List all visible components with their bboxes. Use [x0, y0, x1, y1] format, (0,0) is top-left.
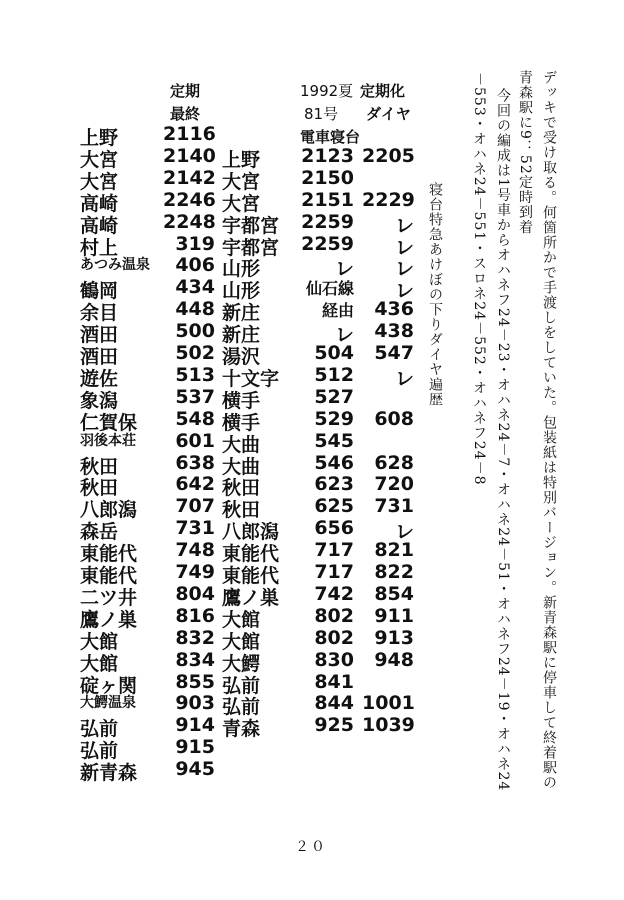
time-teikika: 731 [374, 495, 414, 518]
time-teikika: レ [394, 214, 414, 237]
time-saishu: 914 [175, 714, 215, 737]
station-daiya: 秋田 [222, 477, 261, 500]
time-saishu: 500 [175, 320, 215, 343]
time-saishu: 731 [175, 517, 215, 540]
time-saishu: 2142 [163, 166, 216, 189]
table-row [0, 276, 440, 303]
station-departure: 東能代 [80, 543, 138, 566]
header-teiki: 定期 [170, 82, 201, 100]
time-daiya: 504 [314, 342, 354, 364]
station-daiya: 大館 [222, 630, 261, 653]
time-daiya: 802 [314, 626, 354, 649]
station-departure: 秋田 [80, 455, 119, 478]
table-row [0, 495, 440, 522]
time-saishu: 2246 [163, 188, 216, 211]
time-saishu: 834 [175, 648, 215, 671]
station-departure: 鷹ノ巣 [80, 608, 138, 631]
time-daiya: 925 [314, 714, 354, 737]
station-departure: 大館 [80, 630, 119, 653]
time-saishu: 707 [175, 495, 215, 518]
time-daiya: 経由 [321, 301, 354, 321]
station-daiya: 山形 [222, 280, 261, 303]
time-saishu: 537 [175, 385, 215, 408]
time-daiya: 623 [314, 473, 354, 496]
time-teikika: レ [394, 236, 414, 259]
station-daiya: 八郎潟 [222, 521, 280, 544]
time-daiya: レ [334, 258, 354, 281]
time-daiya: 512 [314, 363, 354, 386]
time-daiya: 802 [314, 604, 354, 627]
time-daiya: 656 [314, 517, 354, 540]
station-daiya: 弘前 [222, 674, 261, 697]
table-row [0, 429, 440, 456]
station-departure: 二ツ井 [80, 586, 138, 609]
table-row [0, 232, 440, 259]
station-departure: 大宮 [80, 170, 119, 193]
time-daiya: レ [334, 324, 354, 347]
time-teikika: 911 [374, 604, 414, 627]
table-row [0, 736, 440, 763]
station-daiya: 東能代 [222, 543, 280, 566]
time-teikika: 822 [374, 561, 414, 583]
time-teikika: レ [394, 280, 414, 303]
time-teikika: 1039 [362, 714, 415, 737]
station-departure: 村上 [80, 236, 119, 259]
table-row [0, 123, 440, 149]
vertical-text-col2: 青森駅に9：52定時到着 [517, 70, 533, 235]
time-daiya: 830 [314, 648, 354, 671]
time-saishu: 2140 [163, 144, 216, 167]
table-row [0, 363, 440, 390]
station-daiya: 大曲 [222, 433, 261, 456]
time-saishu: 601 [175, 429, 215, 452]
station-departure: 碇ヶ関 [80, 674, 138, 697]
station-daiya: 大館 [222, 608, 261, 631]
time-teikika: 720 [374, 473, 414, 496]
time-daiya: 2259 [301, 210, 354, 233]
time-teikika: 628 [374, 451, 414, 474]
time-teikika: 821 [374, 539, 414, 562]
station-departure: 高崎 [80, 214, 119, 237]
time-saishu: 548 [175, 407, 215, 430]
time-teikika: 948 [374, 648, 414, 671]
station-daiya: 大宮 [222, 170, 261, 193]
header-saishu: 最終 [170, 105, 201, 123]
station-daiya: 青森 [222, 718, 261, 741]
time-teikika: 2229 [362, 188, 415, 211]
table-row [0, 188, 440, 215]
time-daiya: 527 [314, 385, 354, 408]
station-departure: 大鰐温泉 [80, 695, 136, 712]
station-daiya: 秋田 [222, 499, 261, 522]
station-departure: 大宮 [80, 148, 119, 171]
time-daiya: 717 [314, 539, 354, 562]
station-departure: 東能代 [80, 565, 138, 587]
time-saishu: 319 [175, 232, 215, 255]
station-departure: 秋田 [80, 477, 119, 500]
time-saishu: 434 [175, 276, 215, 299]
table-row [0, 561, 440, 587]
time-saishu: 513 [175, 363, 215, 386]
station-daiya: 十文字 [222, 367, 280, 390]
time-teikika: レ [394, 521, 414, 544]
station-departure: 高崎 [80, 192, 119, 215]
station-daiya: 大鰐 [222, 652, 261, 675]
header-gou: 81号 [304, 105, 339, 123]
time-teikika: 438 [374, 320, 414, 343]
station-daiya: 大宮 [222, 192, 261, 215]
station-departure: 新青森 [80, 762, 138, 785]
time-saishu: 804 [175, 582, 215, 605]
station-departure: 遊佐 [80, 367, 119, 390]
table-row [0, 342, 440, 368]
time-daiya: 844 [314, 692, 354, 715]
table-row [0, 451, 440, 478]
time-daiya: 625 [314, 495, 354, 518]
time-saishu: 832 [175, 626, 215, 649]
station-departure: 上野 [80, 127, 119, 149]
time-daiya: 546 [314, 451, 354, 474]
time-daiya: 2123 [301, 144, 354, 167]
vertical-text-col4: －553・オハネ24－551・スロネ24－552・オハネフ24－8 [471, 72, 487, 486]
table-row [0, 385, 440, 412]
time-saishu: 749 [175, 561, 215, 583]
station-departure: 大館 [80, 652, 119, 675]
station-daiya: 湯沢 [222, 346, 261, 368]
station-daiya: 弘前 [222, 696, 261, 719]
station-departure: 鶴岡 [80, 280, 119, 303]
table-row [0, 473, 440, 500]
vertical-text-col1: デッキで受け取る。何箇所かで手渡しをしていた。包装紙は特別バージョン。新青森駅に停車して終着駅の [541, 70, 557, 790]
header-densha: 電車寝台 [300, 128, 361, 146]
station-departure: 弘前 [80, 740, 119, 763]
table-row [0, 166, 440, 193]
table-row [0, 320, 440, 347]
station-departure: 余目 [80, 302, 119, 325]
station-departure: 酒田 [80, 346, 119, 368]
time-saishu: 748 [175, 539, 215, 562]
time-teikika: 2205 [362, 144, 415, 167]
time-daiya: 841 [314, 670, 354, 693]
station-daiya: 上野 [222, 148, 261, 171]
time-daiya: 2151 [301, 188, 354, 211]
table-row [0, 254, 440, 281]
table-row [0, 539, 440, 566]
header-daiya: ダイヤ [366, 105, 411, 123]
time-saishu: 816 [175, 604, 215, 627]
table-row [0, 648, 440, 675]
station-departure: 羽後本荘 [80, 432, 136, 449]
time-saishu: 915 [175, 736, 215, 759]
station-daiya: 横手 [222, 411, 261, 434]
time-teikika: 913 [374, 626, 414, 649]
page-number: ２０ [295, 839, 327, 855]
station-daiya: 横手 [222, 389, 261, 412]
time-saishu: 903 [175, 692, 215, 715]
station-departure: 八郎潟 [80, 499, 138, 522]
station-daiya: 新庄 [222, 302, 261, 325]
time-saishu: 945 [175, 758, 215, 781]
table-row [0, 604, 440, 631]
table-row [0, 626, 440, 653]
station-daiya: 山形 [222, 258, 261, 281]
time-teikika: 547 [374, 342, 414, 364]
table-row [0, 298, 440, 325]
station-departure: 象潟 [80, 389, 119, 412]
time-teikika: レ [394, 258, 414, 281]
time-teikika: 1001 [362, 692, 415, 715]
time-saishu: 502 [175, 342, 215, 364]
time-saishu: 2116 [163, 123, 216, 145]
table-row [0, 714, 440, 741]
table-row [0, 670, 440, 697]
table-row [0, 144, 440, 171]
station-departure: 森岳 [80, 521, 119, 544]
time-teikika: 608 [374, 407, 414, 430]
station-departure: 仁賀保 [80, 411, 138, 434]
header-teikika: 定期化 [360, 82, 406, 100]
time-daiya: 2150 [301, 166, 354, 189]
time-saishu: 406 [175, 254, 215, 277]
time-daiya: 742 [314, 582, 354, 605]
time-saishu: 2248 [163, 210, 216, 233]
station-departure: 酒田 [80, 324, 119, 347]
table-row [0, 407, 440, 434]
time-daiya: 529 [314, 407, 354, 430]
station-daiya: 新庄 [222, 324, 261, 347]
time-daiya: 仙石線 [305, 279, 354, 299]
time-daiya: 545 [314, 429, 354, 452]
time-daiya: 717 [314, 561, 354, 583]
station-departure: 弘前 [80, 718, 119, 741]
table-row [0, 758, 440, 785]
station-daiya: 大曲 [222, 455, 261, 478]
vertical-text-col3: 今回の編成は1号車からオハネフ24－23・オハネ24－7・オハネ24－51・オハネフ24－19・オハネ24 [495, 88, 511, 792]
station-departure: あつみ温泉 [80, 257, 150, 274]
time-saishu: 855 [175, 670, 215, 693]
station-daiya: 宇都宮 [222, 236, 280, 259]
station-daiya: 宇都宮 [222, 214, 280, 237]
station-daiya: 東能代 [222, 565, 280, 587]
table-row [0, 692, 440, 719]
station-daiya: 鷹ノ巣 [222, 586, 280, 609]
time-saishu: 638 [175, 451, 215, 474]
time-saishu: 448 [175, 298, 215, 321]
header-year: 1992夏 [300, 82, 354, 100]
timetable-caption: 寝台特急あけぼの下りダイヤ遍歴 [427, 182, 443, 407]
time-daiya: 2259 [301, 232, 354, 255]
time-teikika: 854 [374, 582, 414, 605]
table-row [0, 582, 440, 609]
time-saishu: 642 [175, 473, 215, 496]
time-teikika: 436 [374, 298, 414, 321]
time-teikika: レ [394, 367, 414, 390]
table-row [0, 210, 440, 237]
table-row [0, 517, 440, 544]
